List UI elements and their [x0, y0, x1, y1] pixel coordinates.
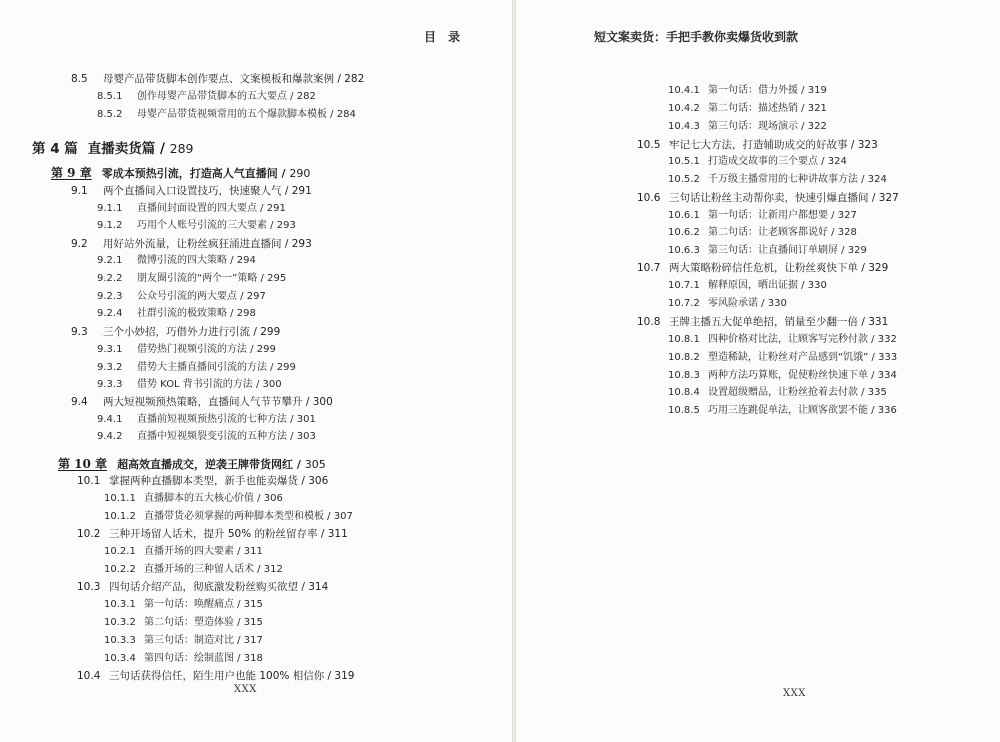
toc-entry-title: 王牌主播五大促单绝招，销量至少翻一倍	[669, 316, 858, 328]
toc-entry-title: 第四句话：绘制蓝图	[144, 653, 234, 664]
toc-entry-title: 借势 KOL 背书引流的方法	[137, 379, 253, 390]
toc-entry-separator: /	[798, 85, 808, 96]
toc-entry-sub	[97, 290, 266, 304]
toc-entry-page: 290	[289, 167, 311, 180]
toc-entry-separator: /	[227, 308, 237, 319]
toc-entry-page: 335	[867, 387, 887, 398]
toc-entry-title: 第二句话：让老顾客都说好	[708, 227, 828, 238]
toc-entry-page: 289	[169, 141, 194, 156]
toc-entry-title: 直播开场的四大要素	[144, 546, 234, 557]
toc-entry-page: 301	[296, 414, 316, 425]
toc-entry-separator: /	[237, 291, 247, 302]
toc-entry-page: 329	[847, 245, 867, 256]
toc-entry-separator: /	[252, 379, 263, 390]
toc-entry-number: 10.7.2	[668, 298, 700, 309]
toc-entry-title: 巧用个人账号引流的三大要素	[137, 220, 267, 231]
toc-entry-page: 299	[276, 362, 296, 373]
toc-entry-separator: /	[298, 475, 309, 487]
toc-entry-page: 322	[807, 121, 827, 132]
toc-entry-page: 297	[246, 291, 266, 302]
toc-entry-number: 10.3.3	[104, 635, 136, 646]
toc-entry-separator: /	[758, 298, 768, 309]
toc-entry-separator: /	[254, 564, 264, 575]
toc-entry-title: 第一句话：借力外援	[708, 85, 798, 96]
toc-entry-number: 第 10 章	[58, 457, 108, 471]
toc-entry-separator: /	[267, 362, 277, 373]
toc-entry-separator: /	[798, 280, 808, 291]
toc-entry-page: 291	[291, 185, 312, 197]
toc-entry-number: 10.3	[77, 581, 101, 593]
toc-entry-sub	[668, 155, 847, 169]
toc-entry-title: 零风险承诺	[708, 298, 758, 309]
toc-entry-number: 10.2	[77, 528, 101, 540]
toc-entry-title: 直播前短视频预热引流的七种方法	[137, 414, 287, 425]
toc-entry-number: 9.3.3	[97, 379, 123, 390]
toc-entry-page: 318	[243, 653, 263, 664]
toc-entry-sub	[97, 219, 296, 233]
toc-entry-separator: /	[828, 210, 838, 221]
toc-entry-page: 330	[767, 298, 787, 309]
toc-entry-title: 直播中短视频裂变引流的五种方法	[137, 431, 287, 442]
toc-entry-page: 333	[878, 352, 898, 363]
toc-entry-number: 10.6.2	[668, 227, 700, 238]
toc-entry-title: 用好站外流量，让粉丝疯狂涌进直播间	[103, 238, 282, 250]
toc-entry-number: 第 4 篇	[32, 141, 78, 157]
toc-entry-section	[71, 395, 333, 409]
toc-entry-title: 牢记七大方法，打造辅助成交的好故事	[669, 139, 848, 151]
page-folio-left: XXX	[234, 684, 257, 695]
toc-entry-separator: /	[868, 352, 879, 363]
toc-entry-sub	[97, 430, 316, 444]
toc-entry-number: 9.2.4	[97, 308, 123, 319]
toc-entry-number: 10.4.3	[668, 121, 700, 132]
toc-entry-sub	[668, 226, 857, 240]
toc-entry-title: 三句话获得信任，陌生用户也能 100% 相信你	[109, 670, 325, 682]
toc-entry-title: 直播带货必须掌握的两种脚本类型和模板	[144, 511, 324, 522]
toc-entry-separator: /	[287, 431, 297, 442]
toc-entry-number: 10.4	[77, 670, 101, 682]
toc-entry-title: 直播开场的三种留人话术	[144, 564, 254, 575]
toc-entry-section	[71, 184, 312, 198]
toc-entry-separator: /	[828, 227, 838, 238]
toc-entry-page: 295	[267, 273, 287, 284]
toc-entry-separator: /	[234, 599, 244, 610]
toc-entry-separator: /	[234, 635, 244, 646]
toc-entry-page: 329	[868, 262, 889, 274]
toc-entry-title: 掌握两种直播脚本类型，新手也能卖爆货	[109, 475, 298, 487]
toc-entry-title: 三个小妙招，巧借外力进行引流	[103, 326, 250, 338]
toc-entry-section	[77, 527, 348, 541]
toc-entry-separator: /	[287, 91, 297, 102]
toc-entry-title: 零成本预热引流，打造高人气直播间	[101, 167, 278, 180]
toc-entry-separator: /	[287, 414, 297, 425]
toc-entry-number: 10.6.1	[668, 210, 700, 221]
toc-entry-page: 306	[263, 493, 283, 504]
toc-entry-title: 四句话介绍产品，彻底激发粉丝购买欲望	[109, 581, 298, 593]
toc-entry-page: 299	[260, 326, 281, 338]
toc-entry-title: 微博引流的四大策略	[137, 255, 227, 266]
toc-entry-page: 282	[344, 73, 365, 85]
toc-entry-number: 10.3.1	[104, 599, 136, 610]
toc-entry-title: 三句话让粉丝主动帮你卖，快速引爆直播间	[669, 192, 869, 204]
toc-entry-number: 10.1	[77, 475, 101, 487]
running-head-left: 目 录	[424, 30, 465, 44]
toc-entry-title: 两大短视频预热策略，直播间人气节节攀升	[103, 396, 303, 408]
toc-entry-page: 282	[296, 91, 316, 102]
toc-entry-page: 328	[837, 227, 857, 238]
toc-entry-number: 9.1.2	[97, 220, 123, 231]
toc-entry-sub	[668, 84, 827, 98]
toc-entry-title: 社群引流的极致策略	[137, 308, 227, 319]
toc-entry-number: 10.8.3	[668, 370, 700, 381]
toc-entry-number: 10.7.1	[668, 280, 700, 291]
toc-entry-sub	[668, 386, 887, 400]
toc-entry-sub	[668, 209, 857, 223]
toc-entry-separator: /	[858, 316, 869, 328]
toc-entry-number: 10.3.4	[104, 653, 136, 664]
toc-entry-sub	[97, 378, 282, 392]
toc-entry-title: 公众号引流的两大要点	[137, 291, 237, 302]
toc-entry-page: 284	[336, 109, 356, 120]
toc-entry-title: 两种方法巧算账，促使粉丝快速下单	[708, 370, 868, 381]
toc-entry-sub	[104, 545, 263, 559]
toc-entry-number: 10.4.1	[668, 85, 700, 96]
toc-entry-page: 312	[263, 564, 283, 575]
toc-entry-separator: /	[250, 326, 261, 338]
toc-entry-number: 8.5	[71, 73, 88, 85]
toc-entry-page: 327	[837, 210, 857, 221]
toc-entry-title: 塑造稀缺，让粉丝对产品感到“饥饿”	[708, 352, 869, 363]
toc-entry-number: 9.3.2	[97, 362, 123, 373]
toc-entry-title: 第一句话：唤醒痛点	[144, 599, 234, 610]
toc-entry-sub	[97, 108, 356, 122]
toc-entry-page: 299	[256, 344, 276, 355]
toc-entry-separator: /	[868, 334, 878, 345]
toc-entry-number: 10.3.2	[104, 617, 136, 628]
toc-entry-separator: /	[334, 73, 345, 85]
toc-entry-sub	[97, 254, 256, 268]
toc-entry-chapter	[58, 457, 326, 472]
toc-entry-title: 巧用三连跳促单法，让顾客欲罢不能	[708, 405, 868, 416]
toc-entry-title: 第三句话：让直播间订单刷屏	[708, 245, 838, 256]
toc-entry-sub	[668, 102, 827, 116]
toc-entry-page: 327	[878, 192, 899, 204]
toc-entry-title: 第三句话：现场演示	[708, 121, 798, 132]
toc-entry-number: 9.2.2	[97, 273, 123, 284]
toc-entry-section	[71, 237, 312, 251]
toc-entry-sub	[97, 202, 286, 216]
toc-entry-number: 10.8	[637, 316, 661, 328]
toc-entry-separator: /	[327, 109, 337, 120]
toc-entry-number: 10.4.2	[668, 103, 700, 114]
toc-entry-page: 331	[868, 316, 889, 328]
toc-entry-page: 332	[877, 334, 897, 345]
toc-entry-title: 四种价格对比法，让顾客写完秒付款	[708, 334, 868, 345]
toc-entry-title: 第三句话：制造对比	[144, 635, 234, 646]
toc-entry-sub	[668, 404, 897, 418]
toc-entry-sub	[104, 510, 353, 524]
toc-entry-separator: /	[277, 167, 290, 180]
toc-entry-page: 300	[312, 396, 333, 408]
toc-entry-page: 311	[243, 546, 263, 557]
toc-entry-separator: /	[293, 458, 305, 471]
toc-entry-separator: /	[257, 203, 267, 214]
toc-entry-section	[637, 138, 878, 152]
toc-entry-number: 9.2	[71, 238, 88, 250]
toc-entry-page: 321	[807, 103, 827, 114]
toc-entry-number: 9.4	[71, 396, 88, 408]
page-folio-right: XXX	[783, 688, 806, 699]
toc-entry-title: 直播脚本的五大核心价值	[144, 493, 254, 504]
toc-entry-sub	[668, 244, 867, 258]
toc-entry-separator: /	[267, 220, 277, 231]
toc-entry-page: 315	[243, 617, 263, 628]
toc-entry-separator: /	[798, 103, 808, 114]
toc-entry-page: 291	[266, 203, 286, 214]
toc-entry-sub	[97, 272, 286, 286]
toc-entry-number: 10.2.1	[104, 546, 136, 557]
running-head-right: 短文案卖货：手把手教你卖爆货收到款	[594, 30, 799, 44]
toc-entry-sub	[104, 616, 263, 630]
toc-entry-sub	[104, 634, 263, 648]
toc-entry-title: 打造成交故事的三个要点	[708, 156, 818, 167]
toc-entry-number: 10.8.1	[668, 334, 700, 345]
toc-entry-sub	[668, 333, 897, 347]
toc-entry-title: 两个直播间入口设置技巧，快速聚人气	[103, 185, 282, 197]
toc-entry-number: 10.8.2	[668, 352, 700, 363]
toc-entry-number: 10.7	[637, 262, 661, 274]
toc-entry-number: 10.5.1	[668, 156, 700, 167]
toc-entry-title: 第二句话：塑造体验	[144, 617, 234, 628]
toc-entry-page: 293	[276, 220, 296, 231]
toc-entry-separator: /	[247, 344, 257, 355]
toc-entry-separator: /	[234, 617, 244, 628]
toc-entry-separator: /	[868, 405, 878, 416]
toc-entry-page: 298	[236, 308, 256, 319]
toc-entry-sub	[104, 563, 283, 577]
toc-entry-page: 319	[334, 670, 355, 682]
toc-entry-number: 第 9 章	[51, 166, 92, 180]
toc-entry-page: 307	[333, 511, 353, 522]
toc-entry-title: 设置超级赠品，让粉丝抢着去付款	[708, 387, 858, 398]
toc-entry-number: 9.2.3	[97, 291, 123, 302]
toc-entry-sub	[668, 279, 827, 293]
toc-entry-title: 直播间封面设置的四大要点	[137, 203, 257, 214]
toc-entry-page: 306	[308, 475, 329, 487]
toc-entry-number: 10.8.4	[668, 387, 700, 398]
toc-entry-sub	[104, 598, 263, 612]
toc-entry-separator: /	[868, 192, 879, 204]
toc-entry-page: 293	[291, 238, 312, 250]
toc-entry-number: 8.5.2	[97, 109, 123, 120]
toc-entry-separator: /	[317, 528, 328, 540]
toc-entry-title: 千万级主播常用的七种讲故事方法	[708, 174, 858, 185]
toc-entry-page: 314	[308, 581, 329, 593]
toc-entry-page: 305	[304, 458, 326, 471]
toc-entry-page: 303	[296, 431, 316, 442]
toc-entry-separator: /	[234, 653, 244, 664]
toc-entry-page: 330	[807, 280, 827, 291]
toc-entry-page: 336	[877, 405, 897, 416]
toc-entry-separator: /	[227, 255, 237, 266]
toc-entry-section	[77, 474, 328, 488]
toc-entry-separator: /	[858, 262, 869, 274]
toc-entry-title: 超高效直播成交，逆袭王牌带货网红	[117, 458, 294, 471]
toc-entry-page: 311	[327, 528, 348, 540]
toc-entry-title: 母婴产品带货视频常用的五个爆款脚本模板	[137, 109, 327, 120]
toc-entry-number: 9.1.1	[97, 203, 123, 214]
toc-entry-page: 324	[867, 174, 887, 185]
toc-entry-sub	[104, 492, 283, 506]
toc-entry-separator: /	[858, 174, 868, 185]
toc-entry-page: 300	[262, 379, 282, 390]
toc-entry-title: 借势热门视频引流的方法	[137, 344, 247, 355]
toc-entry-title: 第二句话：描述热销	[708, 103, 798, 114]
toc-entry-title: 借势大主播直播间引流的方法	[137, 362, 267, 373]
toc-entry-sub	[668, 351, 897, 365]
toc-entry-number: 9.4.1	[97, 414, 123, 425]
right-page	[516, 0, 1000, 742]
toc-entry-page: 317	[243, 635, 263, 646]
toc-entry-separator: /	[847, 139, 858, 151]
toc-entry-sub	[668, 369, 897, 383]
toc-entry-number: 9.3.1	[97, 344, 123, 355]
toc-entry-separator: /	[234, 546, 244, 557]
toc-entry-section	[637, 315, 888, 329]
toc-entry-separator: /	[868, 370, 878, 381]
toc-entry-section	[77, 669, 354, 683]
toc-entry-part	[32, 140, 194, 158]
toc-entry-page: 294	[236, 255, 256, 266]
toc-right	[516, 0, 1000, 742]
toc-entry-number: 8.5.1	[97, 91, 123, 102]
toc-entry-section	[637, 191, 899, 205]
toc-entry-separator: /	[298, 581, 309, 593]
toc-entry-sub	[97, 307, 256, 321]
toc-entry-number: 9.3	[71, 326, 88, 338]
toc-entry-separator: /	[155, 141, 170, 157]
toc-entry-number: 10.8.5	[668, 405, 700, 416]
toc-entry-title: 三种开场留人话术，提升 50% 的粉丝留存率	[109, 528, 318, 540]
toc-entry-page: 323	[857, 139, 878, 151]
toc-entry-title: 第一句话：让新用户都想要	[708, 210, 828, 221]
toc-entry-number: 10.6	[637, 192, 661, 204]
toc-entry-sub	[97, 343, 276, 357]
toc-entry-title: 朋友圈引流的“两个一”策略	[137, 273, 258, 284]
toc-entry-separator: /	[324, 670, 335, 682]
toc-entry-number: 10.5	[637, 139, 661, 151]
toc-entry-page: 319	[807, 85, 827, 96]
toc-entry-separator: /	[257, 273, 268, 284]
toc-entry-separator: /	[281, 185, 292, 197]
toc-entry-separator: /	[858, 387, 868, 398]
toc-entry-separator: /	[302, 396, 313, 408]
toc-entry-sub	[97, 413, 316, 427]
toc-entry-number: 10.1.2	[104, 511, 136, 522]
toc-entry-number: 10.6.3	[668, 245, 700, 256]
toc-entry-title: 直播卖货篇	[87, 141, 156, 157]
toc-entry-title: 两大策略粉碎信任危机，让粉丝爽快下单	[669, 262, 858, 274]
toc-entry-chapter	[51, 166, 310, 181]
toc-entry-separator: /	[254, 493, 264, 504]
toc-entry-sub	[97, 361, 296, 375]
toc-entry-sub	[668, 120, 827, 134]
toc-entry-title: 解释原因，晒出证据	[708, 280, 798, 291]
toc-entry-page: 334	[877, 370, 897, 381]
toc-entry-number: 10.5.2	[668, 174, 700, 185]
toc-entry-number: 9.4.2	[97, 431, 123, 442]
toc-entry-separator: /	[838, 245, 848, 256]
toc-entry-page: 315	[243, 599, 263, 610]
toc-entry-section	[637, 261, 888, 275]
toc-entry-sub	[104, 652, 263, 666]
toc-entry-page: 324	[827, 156, 847, 167]
toc-entry-section	[77, 580, 328, 594]
toc-entry-separator: /	[818, 156, 828, 167]
toc-entry-section	[71, 325, 280, 339]
toc-entry-separator: /	[281, 238, 292, 250]
toc-entry-number: 9.1	[71, 185, 88, 197]
toc-entry-separator: /	[798, 121, 808, 132]
toc-entry-title: 母婴产品带货脚本创作要点、文案模板和爆款案例	[103, 73, 334, 85]
toc-entry-number: 10.1.1	[104, 493, 136, 504]
toc-entry-separator: /	[324, 511, 334, 522]
toc-entry-number: 9.2.1	[97, 255, 123, 266]
toc-entry-number: 10.2.2	[104, 564, 136, 575]
toc-entry-sub	[668, 173, 887, 187]
toc-entry-sub	[97, 90, 316, 104]
toc-entry-title: 创作母婴产品带货脚本的五大要点	[137, 91, 287, 102]
toc-entry-sub	[668, 297, 787, 311]
toc-entry-section	[71, 72, 364, 86]
